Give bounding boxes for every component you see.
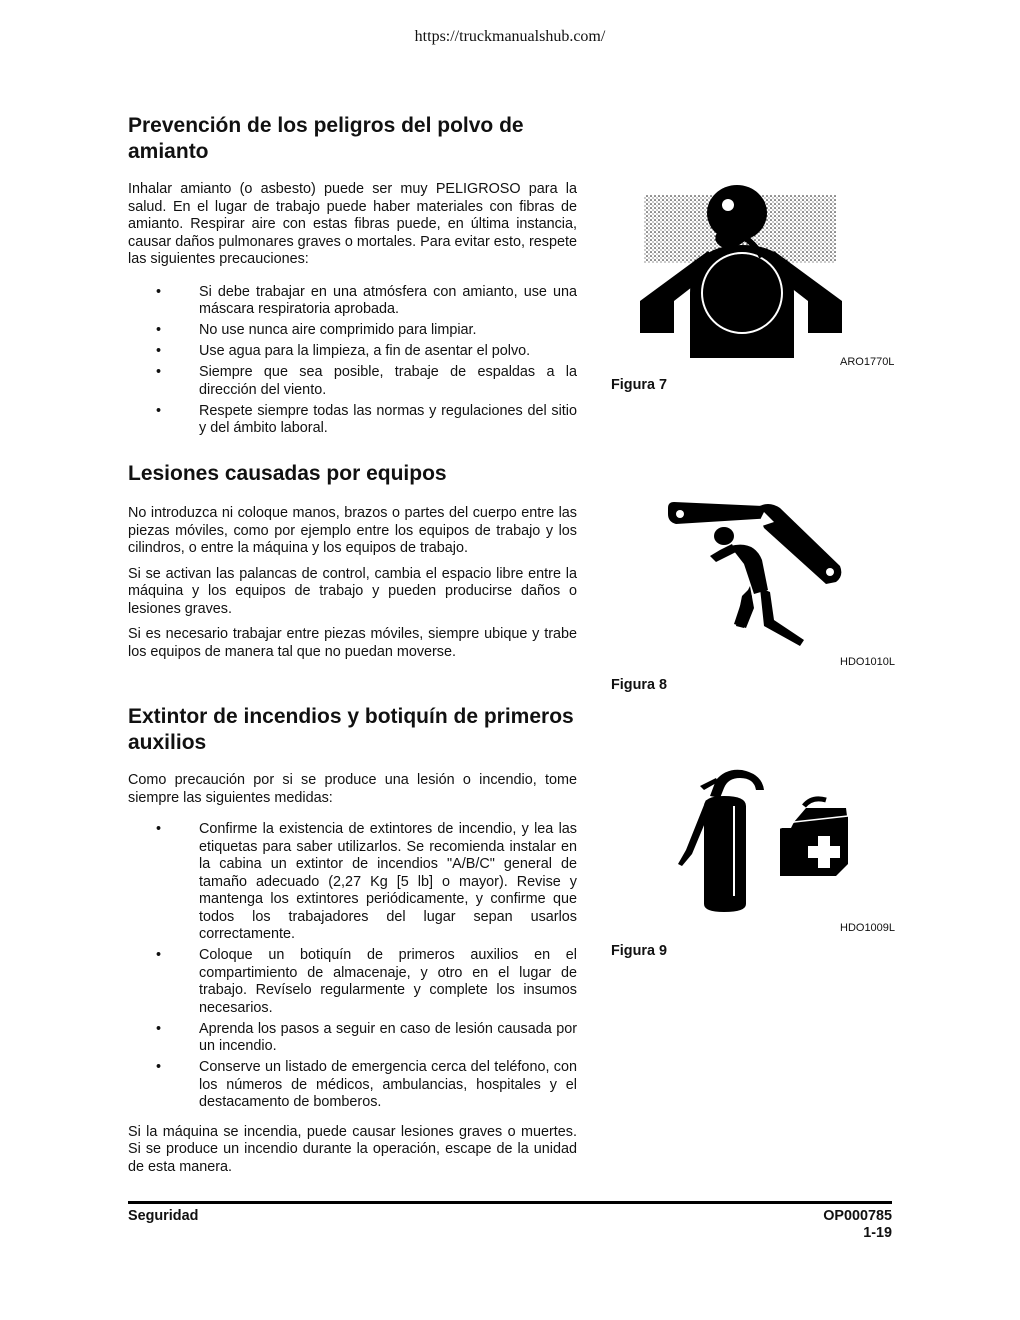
footer-doc-id: OP000785 (823, 1208, 892, 1224)
figure-caption: Figura 7 (611, 377, 667, 393)
paragraph: Como precaución por si se produce una lesión o incendio, tome siempre las siguientes medidas: (128, 772, 577, 806)
figure-caption: Figura 9 (611, 943, 667, 959)
list-item: • Conserve un listado de emergencia cerca del teléfono, con los números de médicos, ambulancias, hospitales y el destacamento de bomberos. (156, 1059, 577, 1110)
list-item: • Aprenda los pasos a seguir en caso de lesión causada por un incendio. (156, 1020, 577, 1054)
bullet-icon: • (156, 322, 162, 338)
bullet-icon: • (156, 283, 162, 300)
paragraph: Inhalar amianto (o asbesto) puede ser muy PELIGROSO para la salud. En el lugar de trabajo puede haber materiales con fibras de amianto. Respirar aire con estas fibras puede, en última instancia, causar daños pulmonares graves o mortales. Para evitar esto, respete las siguientes precauciones: (128, 181, 577, 267)
extinguisher-first-aid-icon (676, 766, 852, 914)
figure-code: ARO1770L (840, 356, 895, 368)
paragraph: No introduzca ni coloque manos, brazos o partes del cuerpo entre las piezas móviles, como por ejemplo entre los equipos de trabajo y los cilindros, o entre la máquina y los equipos de trabajo. (128, 505, 577, 556)
paragraph: Si se activan las palancas de control, cambia el espacio libre entre la máquina y los equipos de trabajo y pueden producirse daños o lesiones graves. (128, 565, 577, 617)
list-item: • Respete siempre todas las normas y regulaciones del sitio y del ámbito laboral. (156, 402, 577, 436)
figure-code: HDO1010L (840, 656, 896, 668)
source-url[interactable]: https://truckmanualshub.com/ (414, 28, 606, 45)
list-item: • Coloque un botiquín de primeros auxilios en el compartimiento de almacenaje, y otro en el lugar de trabajo. Revíselo regularmente y complete los insumos necesarios. (156, 947, 577, 1016)
bullet-icon: • (156, 364, 162, 380)
footer-page-number: 1-19 (863, 1225, 892, 1241)
bullet-list (128, 284, 577, 438)
list-item: • Confirme la existencia de extintores de incendio, y lea las etiquetas para saber utilizarlos. Se recomienda instalar en la cabina un extintor de incendios "A/B/C" general de tamaño adecuado (2,27 Kg [5 lb] o mayor). Revise y mantenga los extintores periódicamente, y confirme que todos los trabajadores del lugar sepan usarlos correctamente. (156, 821, 577, 942)
bullet-icon: • (156, 821, 162, 837)
section-equipment (128, 461, 577, 661)
section-title: Extintor de incendios y botiquín de primeros auxilios (128, 705, 574, 754)
section-title: Lesiones causadas por equipos (128, 462, 447, 485)
bullet-list (128, 821, 577, 1112)
figure-caption: Figura 8 (611, 677, 667, 693)
paragraph: Si la máquina se incendia, puede causar lesiones graves o muertes. Si se produce un incendio durante la operación, escape de la unidad de esta manera. (128, 1123, 577, 1175)
list-item: • No use nunca aire comprimido para limpiar. (156, 322, 477, 338)
footer-rule (128, 1201, 892, 1204)
paragraph: Si es necesario trabajar entre piezas móviles, siempre ubique y trabe los equipos de manera tal que no puedan moverse. (128, 626, 577, 660)
section-asbestos (128, 113, 577, 441)
figure-code: HDO1009L (840, 922, 896, 934)
list-item: • Siempre que sea posible, trabaje de espaldas a la dirección del viento. (156, 364, 577, 398)
respirator-hazard-icon (638, 183, 844, 361)
bullet-icon: • (156, 1059, 162, 1075)
bullet-icon: • (156, 343, 162, 359)
crush-hazard-icon (664, 500, 842, 646)
list-item: • Si debe trabajar en una atmósfera con amianto, use una máscara respiratoria aprobada. (156, 283, 577, 317)
list-item: • Use agua para la limpieza, a fin de asentar el polvo. (156, 343, 531, 359)
footer-section: Seguridad (128, 1208, 199, 1224)
bullet-icon: • (156, 1020, 162, 1037)
bullet-icon: • (156, 947, 162, 963)
bullet-icon: • (156, 402, 162, 419)
section-fire (128, 704, 577, 1176)
section-title: Prevención de los peligros del polvo de amianto (128, 114, 524, 163)
